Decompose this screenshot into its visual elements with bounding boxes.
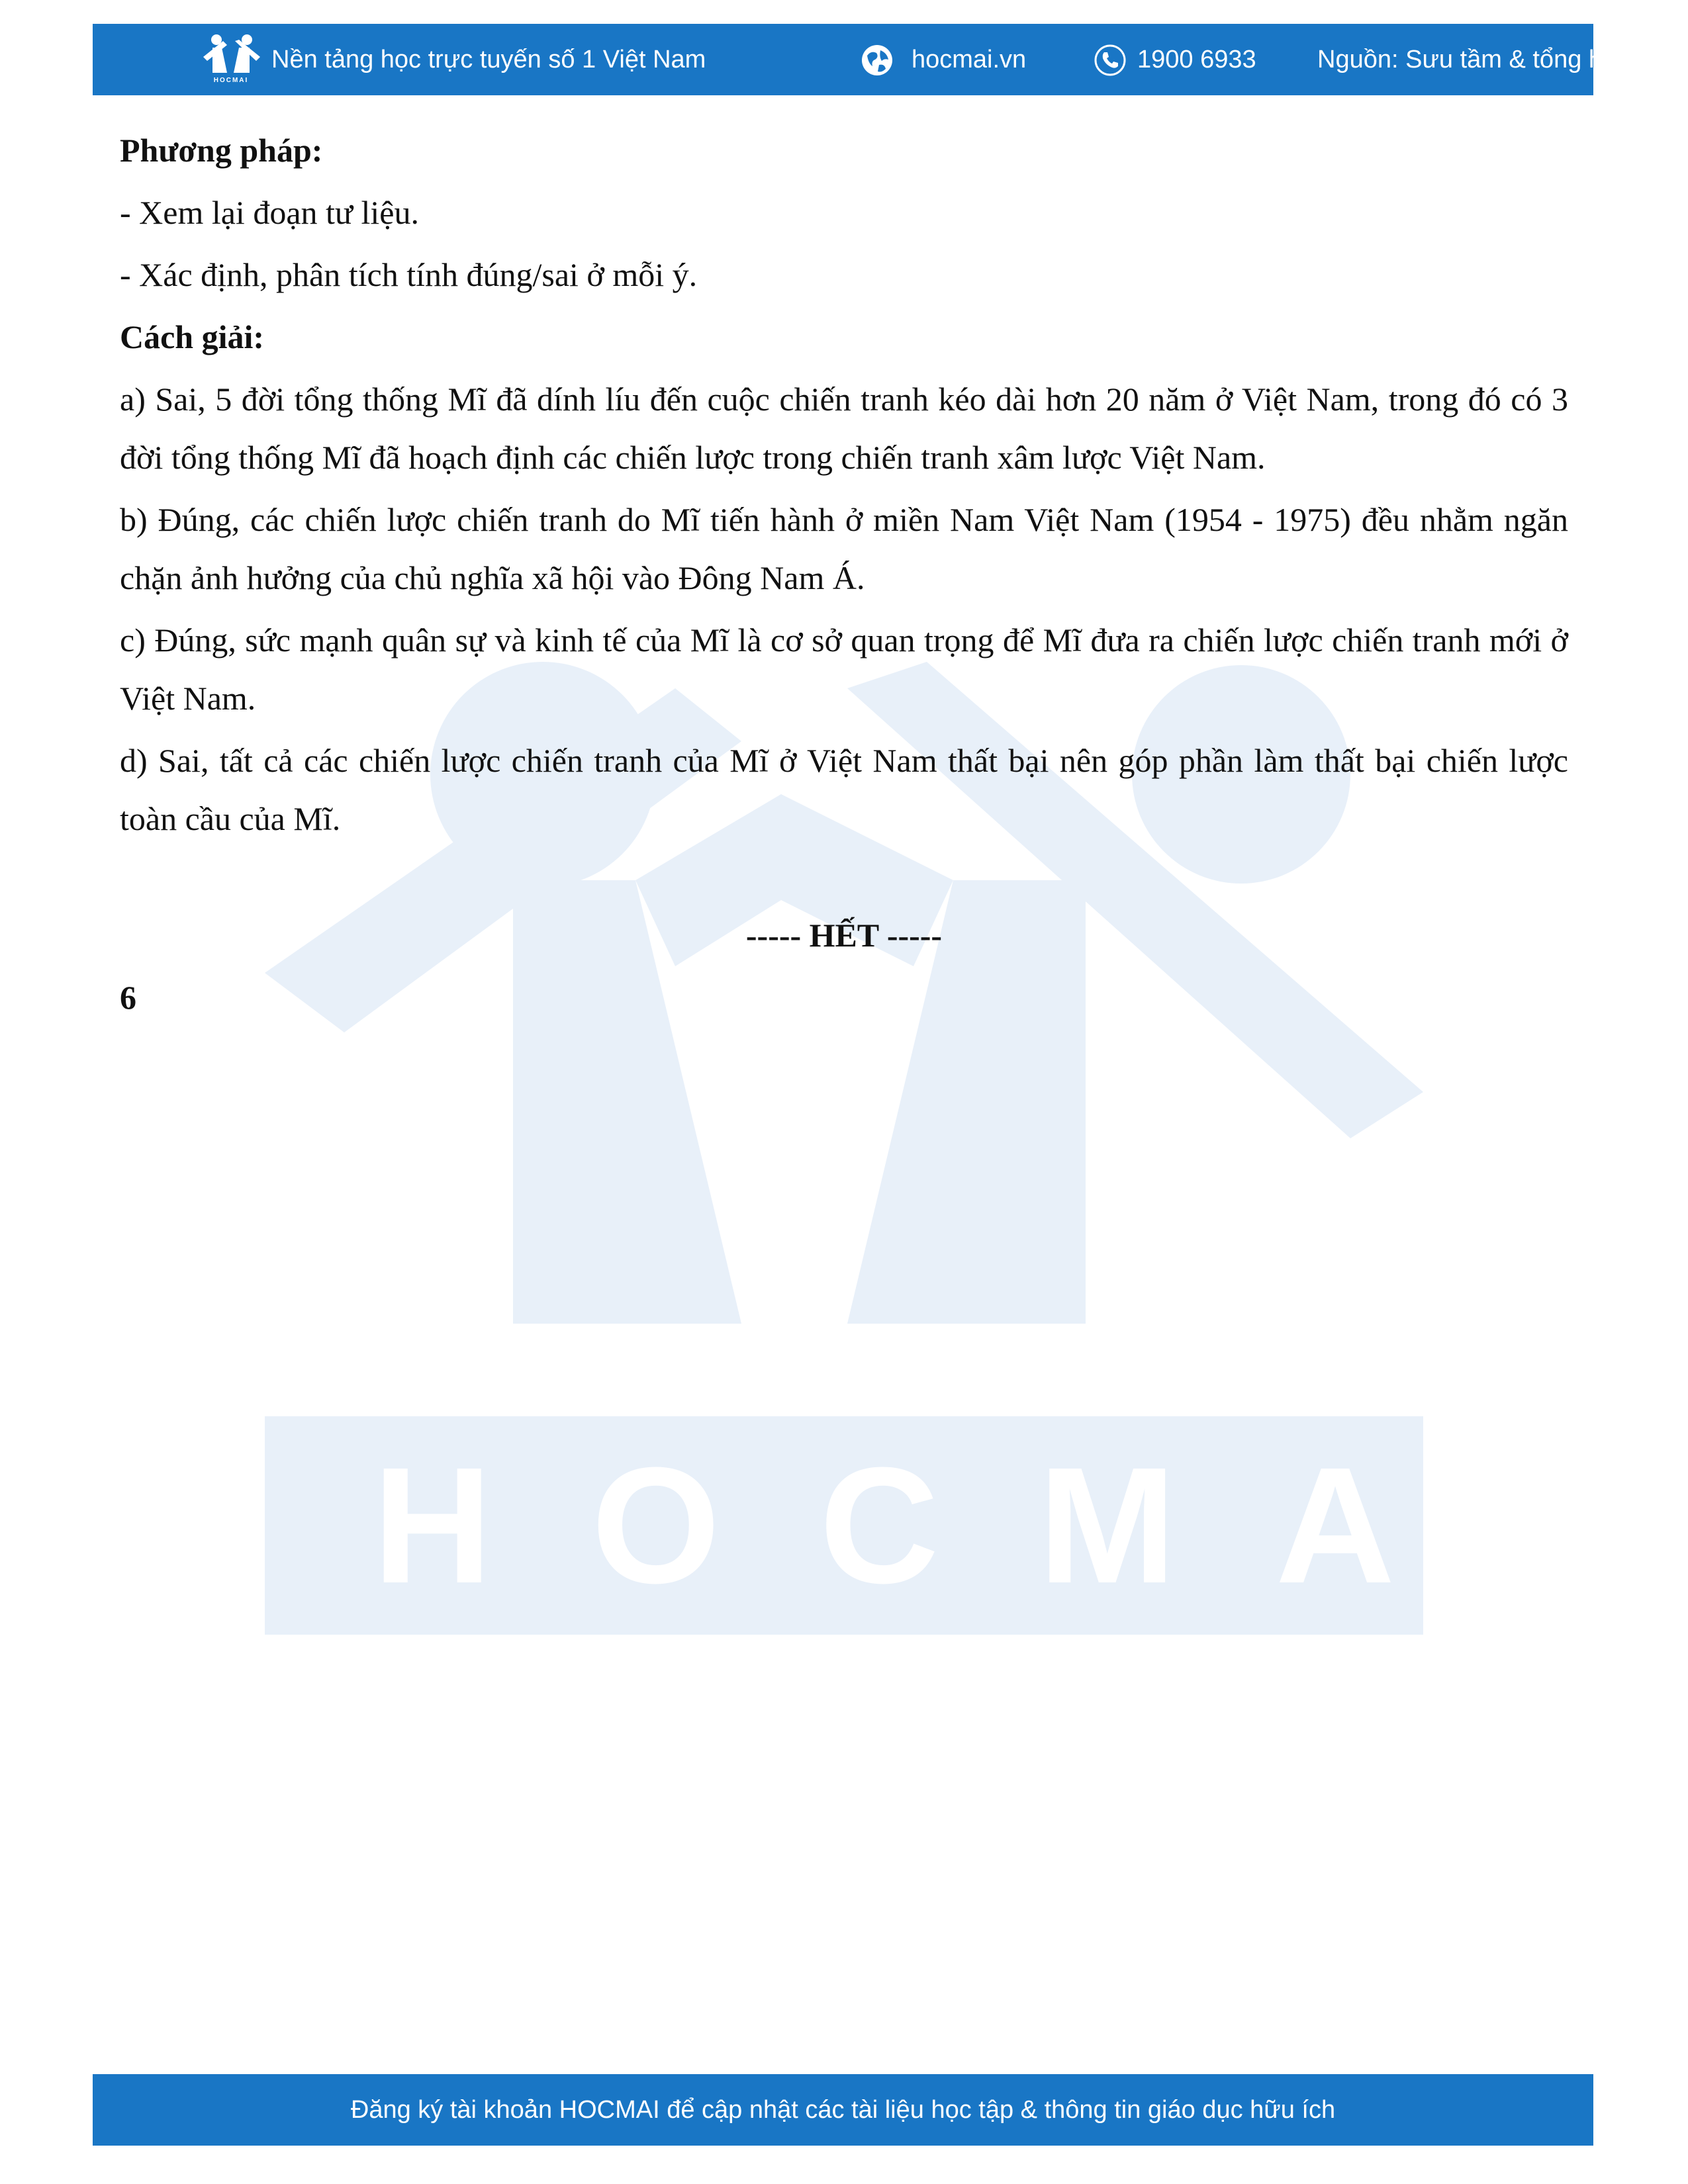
header-tagline: Nền tảng học trực tuyến số 1 Việt Nam	[271, 46, 706, 73]
hocmai-logo	[201, 33, 261, 86]
hotline-number[interactable]: 1900 6933	[1137, 46, 1256, 73]
header-bar	[93, 24, 1634, 95]
page-number: 6	[120, 979, 136, 1016]
footer-bar	[93, 2074, 1593, 2146]
method-heading: Phương pháp:	[120, 132, 323, 169]
phone-icon	[1094, 44, 1127, 77]
answer-d: d) Sai, tất cả các chiến lược chiến tranh của Mĩ ở Việt Nam thất bại nên góp phần làm thất bại chiến lược toàn cầu của Mĩ.	[120, 742, 1568, 837]
end-mark: ----- HẾT -----	[745, 917, 943, 954]
logo-text: HOCMAI	[213, 77, 249, 84]
answer-c: c) Đúng, sức mạnh quân sự và kinh tế của Mĩ là cơ sở quan trọng để Mĩ đưa ra chiến lược chiến tranh mới ở Việt Nam.	[120, 621, 1568, 717]
hocmai-logo-icon	[201, 33, 261, 77]
solution-heading: Cách giải:	[120, 318, 265, 355]
watermark-text: HOCMAI	[373, 1433, 1640, 1617]
header-source: Nguồn: Sưu tầm & tổng hợp	[1317, 46, 1634, 73]
website-link[interactable]: hocmai.vn	[912, 46, 1027, 73]
footer-text: Đăng ký tài khoản HOCMAI để cập nhật các tài liệu học tập & thông tin giáo dục hữu ích	[350, 2096, 1336, 2124]
answer-b: b) Đúng, các chiến lược chiến tranh do Mĩ tiến hành ở miền Nam Việt Nam (1954 - 1975) đều nhằm ngăn chặn ảnh hưởng của chủ nghĩa xã hội vào Đông Nam Á.	[120, 501, 1568, 596]
method-item: - Xem lại đoạn tư liệu.	[120, 194, 419, 231]
answer-a: a) Sai, 5 đời tổng thống Mĩ đã dính líu đến cuộc chiến tranh kéo dài hơn 20 năm ở Việt Nam, trong đó có 3 đời tổng thống Mĩ đã hoạch định các chiến lược trong chiến tranh xâm lược Việt Nam.	[120, 381, 1568, 476]
globe-icon	[861, 44, 894, 77]
document-body	[120, 121, 1568, 1030]
method-item: - Xác định, phân tích tính đúng/sai ở mỗi ý.	[120, 256, 698, 293]
